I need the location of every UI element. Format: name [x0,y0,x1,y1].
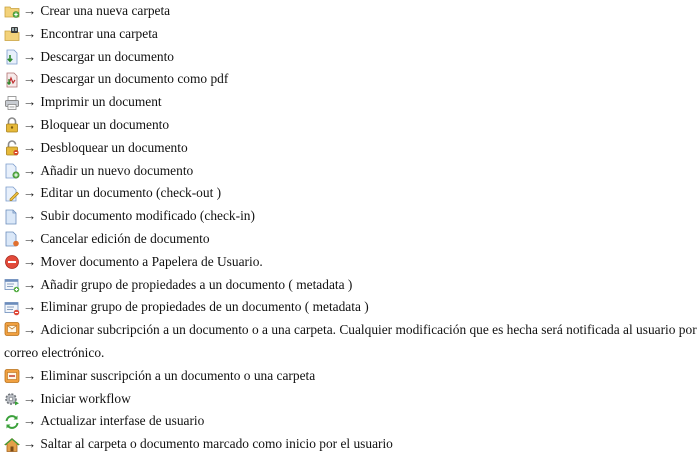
arrow: → [23,139,37,155]
add-document-icon [4,163,20,179]
unsubscribe-icon [4,368,20,384]
legend-text: Eliminar grupo de propiedades de un documento ( metadata ) [40,299,369,315]
legend-text: Imprimir un document [40,94,162,110]
download-document-icon [4,49,20,65]
refresh-icon [4,414,20,430]
legend-row-workflow [4,388,700,411]
arrow: → [23,208,37,224]
legend-text: Desbloquear un documento [40,139,188,155]
arrow: → [23,322,37,338]
legend-row-trash [4,251,700,274]
arrow: → [23,276,37,292]
legend-row-find-folder [4,23,700,46]
legend-text: Mover documento a Papelera de Usuario. [40,253,263,269]
arrow: → [23,413,37,429]
legend-text: Saltar al carpeta o documento marcado como inicio por el usuario [40,436,393,452]
printer-icon [4,95,20,111]
legend-row-add-document [4,160,700,183]
legend-text: Adicionar subcripción a un documento o a una carpeta. Cualquier modificación que es hecha será notificada al usuario por correo electrónico. [4,322,697,360]
legend-row-home [4,433,700,456]
legend-row-edit-document [4,182,700,205]
legend-row-new-folder [4,0,700,23]
remove-metadata-icon [4,300,20,316]
arrow: → [23,48,37,64]
legend-text: Subir documento modificado (check-in) [40,208,255,224]
legend-text: Cancelar edición de documento [40,230,210,246]
legend-row-refresh [4,410,700,433]
legend-row-unlock [4,137,700,160]
legend-row-subscribe [4,319,700,365]
unlock-icon [4,140,20,156]
legend-text: Eliminar suscripción a un documento o una carpeta [40,367,316,383]
legend-row-add-metadata [4,274,700,297]
download-pdf-icon [4,72,20,88]
legend-row-unsubscribe [4,365,700,388]
legend-text: Bloquear un documento [40,116,170,132]
checkin-document-icon [4,209,20,225]
legend-row-download-pdf [4,68,700,91]
legend-row-remove-metadata [4,296,700,319]
edit-document-icon [4,186,20,202]
subscribe-icon [4,321,20,337]
arrow: → [23,253,37,269]
add-metadata-icon [4,277,20,293]
arrow: → [23,162,37,178]
legend-text: Editar un documento (check-out ) [40,185,222,201]
legend-text: Añadir un nuevo documento [40,162,194,178]
lock-icon [4,117,20,133]
legend-row-cancel-edit [4,228,700,251]
arrow: → [23,71,37,87]
new-folder-icon [4,3,20,19]
find-folder-icon [4,26,20,42]
home-icon [4,437,20,453]
trash-icon [4,254,20,270]
arrow: → [23,25,37,41]
legend-row-download-document [4,46,700,69]
legend-text: Descargar un documento [40,48,175,64]
legend-row-print [4,91,700,114]
legend-row-checkin-document [4,205,700,228]
legend-text: Actualizar interfase de usuario [40,413,205,429]
arrow: → [23,436,37,452]
legend-text: Añadir grupo de propiedades a un documento ( metadata ) [40,276,353,292]
legend-text: Descargar un documento como pdf [40,71,229,87]
legend-text: Crear una nueva carpeta [40,3,171,18]
workflow-gear-icon [4,391,20,407]
arrow: → [23,185,37,201]
arrow: → [23,116,37,132]
arrow: → [23,299,37,315]
legend-text: Encontrar una carpeta [40,25,158,41]
arrow: → [23,367,37,383]
legend-text: Iniciar workflow [40,390,131,406]
arrow: → [23,230,37,246]
arrow: → [23,3,37,18]
arrow: → [23,390,37,406]
cancel-edit-icon [4,231,20,247]
arrow: → [23,94,37,110]
legend-row-lock [4,114,700,137]
